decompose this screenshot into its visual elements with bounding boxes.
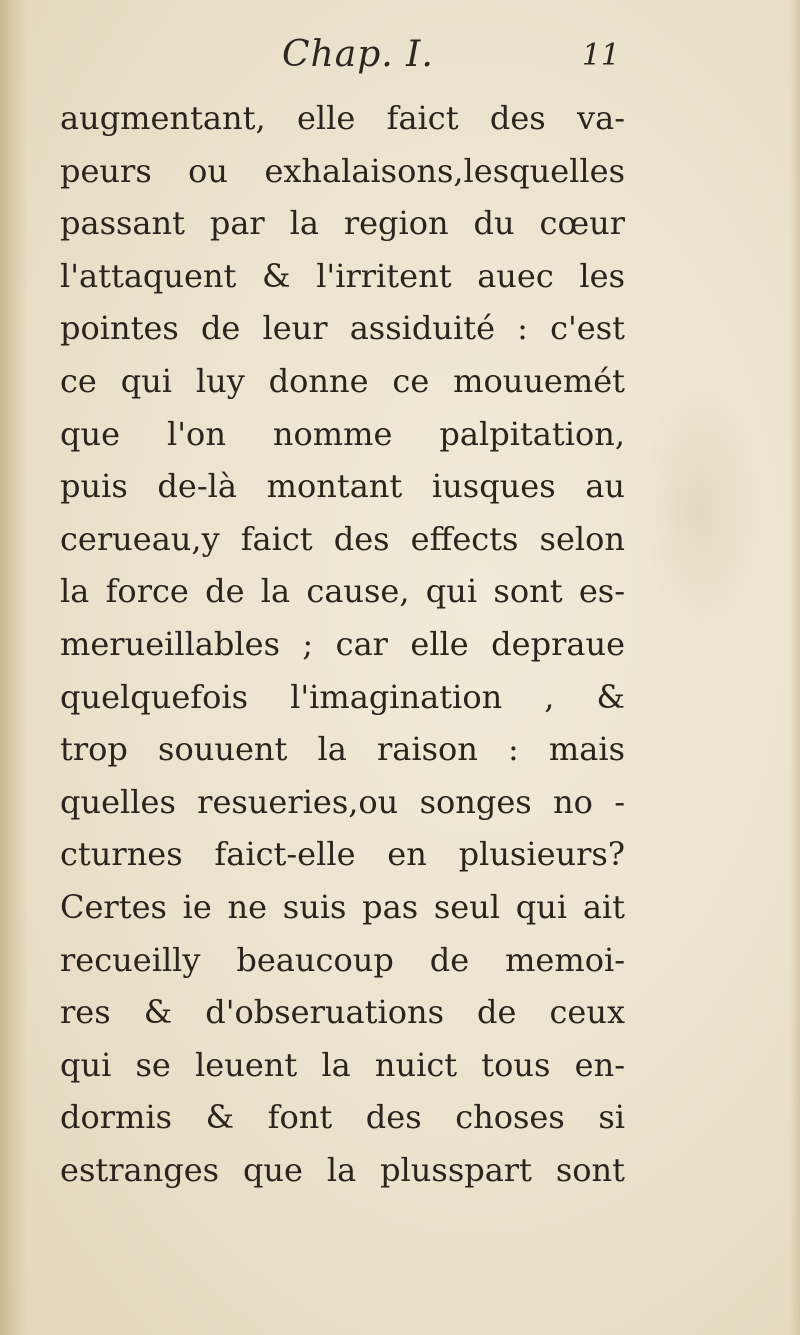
text-line: augmentant, elle faict des va- bbox=[60, 99, 625, 137]
paper-stain bbox=[640, 380, 760, 640]
text-line: peurs ou exhalaisons,lesquelles bbox=[60, 151, 625, 190]
text-line: passant par la region du cœur bbox=[60, 204, 625, 243]
text-line: dormis & font des choses si bbox=[60, 1098, 625, 1137]
text-line: quelquefois l'imagination , & bbox=[60, 677, 625, 716]
text-line: l'attaquent & l'irritent auec les bbox=[60, 256, 625, 295]
text-line: ce qui luy donne ce mouuemét bbox=[60, 361, 625, 400]
text-line: cerueau,y faict des effects selon bbox=[60, 519, 625, 558]
body-text bbox=[60, 92, 625, 1196]
text-line: recueilly beaucoup de memoi- bbox=[60, 940, 625, 979]
text-line: puis de-là montant iusques au bbox=[60, 467, 625, 506]
page-gutter-shadow bbox=[0, 0, 28, 1335]
page-edge-shadow bbox=[790, 0, 800, 1335]
text-line: cturnes faict-elle en plusieurs? bbox=[60, 835, 625, 874]
text-line: qui se leuent la nuict tous en- bbox=[60, 1045, 625, 1084]
text-line: Certes ie ne suis pas seul qui ait bbox=[60, 887, 625, 926]
text-line: merueillables ; car elle depraue bbox=[60, 624, 625, 663]
text-line: que l'on nomme palpitation, bbox=[60, 414, 625, 453]
text-line: res & d'obseruations de ceux bbox=[60, 993, 625, 1032]
text-line: trop souuent la raison : mais bbox=[60, 730, 625, 769]
text-line: pointes de leur assiduité : c'est bbox=[60, 309, 625, 348]
text-line: estranges que la plusspart sont bbox=[60, 1150, 625, 1189]
text-line: la force de la cause, qui sont es- bbox=[60, 572, 625, 611]
page-number: 11 bbox=[581, 38, 620, 73]
text-line: quelles resueries,ou songes no - bbox=[60, 782, 625, 821]
running-head bbox=[60, 30, 620, 90]
chapter-heading: Chap. I. bbox=[282, 34, 434, 75]
